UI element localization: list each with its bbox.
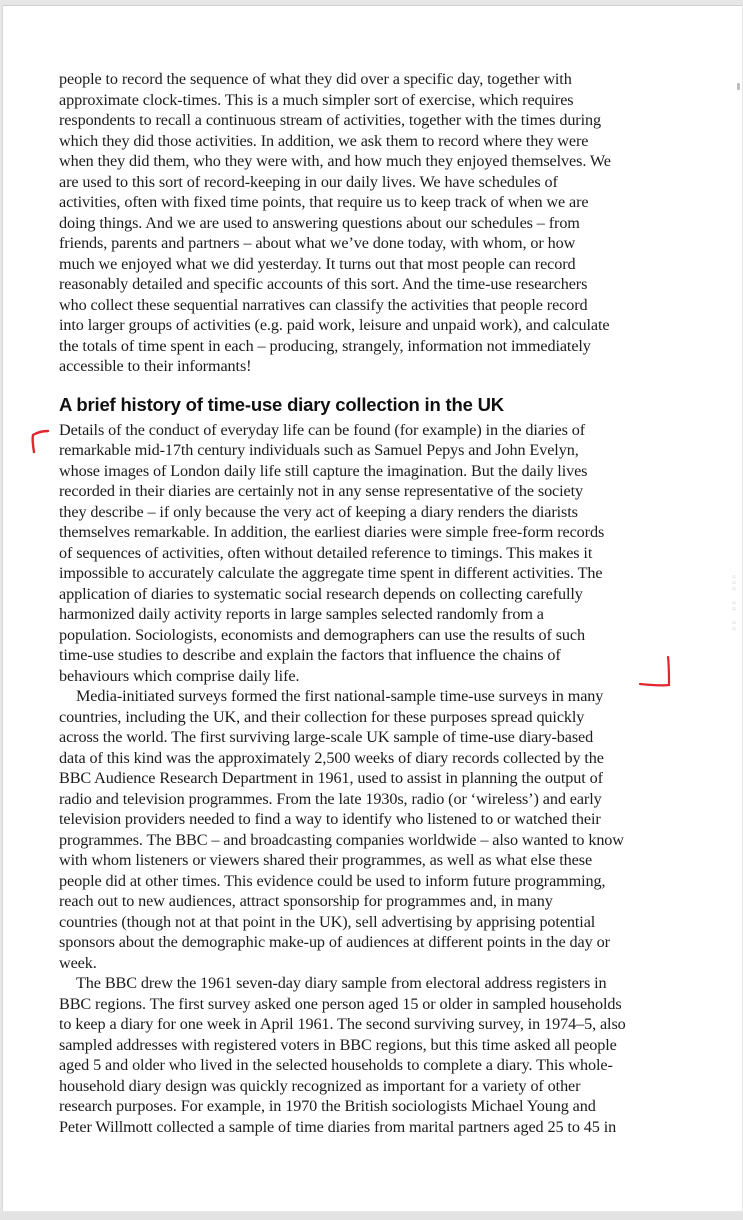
text-line: sponsors about the demographic make-up of audiences at different points in the day or [59,933,610,951]
text-line: much we enjoyed what we did yesterday. It turns out that most people can record [59,254,576,273]
text-line: into larger groups of activities (e.g. paid work, leisure and unpaid work), and calculate [59,316,610,334]
text-line: friends, parents and partners – about what we’ve done today, with whom, or how [59,234,576,252]
intro-paragraph [59,69,699,377]
text-line: activities, often with fixed time points, that require us to keep track of when we are [59,193,589,211]
text-line: they describe – if only because the very act of keeping a diary renders the diarists [59,502,578,521]
text-line: impossible to accurately calculate the aggregate time spent in different activities. The [59,564,603,582]
text-line: people did at other times. This evidence could be used to inform future programming, [59,871,606,890]
highlight-bracket-start-icon [29,428,53,458]
text-line: research purposes. For example, in 1970 the British sociologists Michael Young and [59,1097,596,1115]
text-line: sampled addresses with registered voters in BBC regions, but this time asked all people [59,1035,617,1054]
text-line: which they did those activities. In addition, we ask them to record where they were [59,131,589,150]
text-line: people to record the sequence of what they did over a specific day, together with [59,70,572,88]
text-line: accessible to their informants! [59,357,252,375]
text-line: doing things. And we are used to answering questions about our schedules – from [59,213,580,232]
text-line: radio and television programmes. From the late 1930s, radio (or ‘wireless’) and early [59,789,602,808]
text-line: week. [59,953,97,972]
text-line: whose images of London daily life still capture the imagination. But the daily lives [59,461,588,480]
text-line: harmonized daily activity reports in large samples selected randomly from a [59,605,544,623]
text-line: across the world. The first surviving large-scale UK sample of time-use diary-based [59,728,594,746]
text-line: the totals of time spent in each – producing, strangely, information not immediately [59,336,591,355]
text-line: BBC regions. The first survey asked one person aged 15 or older in sampled households [59,994,622,1013]
text-line: Details of the conduct of everyday life can be found (for example) in the diaries of [59,420,586,439]
side-ruler-marks: ▫ ▫ ▫ ▫ ▫ ▫ ▫ [732,574,736,632]
text-line: time-use studies to describe and explain the factors that influence the chains of [59,646,561,664]
text-line: aged 5 and older who lived in the selected households to complete a diary. This whole- [59,1056,613,1074]
text-line: respondents to recall a continuous stream of activities, together with the times during [59,111,601,129]
text-line: recorded in their diaries are certainly not in any sense representative of the society [59,482,584,500]
text-line: countries, including the UK, and their collection for these purposes spread quickly [59,707,585,726]
text-line: themselves remarkable. In addition, the earliest diaries were simple free-form records [59,523,605,541]
text-line: BBC Audience Research Department in 1961, used to assist in planning the output of [59,769,603,787]
text-line: when they did them, who they were with, and how much they enjoyed themselves. We [59,152,611,170]
bottom-bar [0,1212,743,1220]
text-line: to keep a diary for one week in April 1961. The second surviving survey, in 1974–5, also [59,1015,626,1033]
text-line: population. Sociologists, economists and demographers can use the results of such [59,625,585,644]
section-body [59,420,699,1138]
paragraph [59,973,699,1137]
paragraph [59,420,699,687]
page-content [59,69,699,1137]
text-line: data of this kind was the approximately 2,500 weeks of diary records collected by the [59,748,604,767]
text-line: programmes. The BBC – and broadcasting companies worldwide – also wanted to know [59,830,624,849]
section-heading: A brief history of time-use diary collection in the UK [59,393,504,415]
text-line: countries (though not at that point in the UK), sell advertising by apprising potential [59,912,596,931]
text-line: who collect these sequential narratives can classify the activities that people record [59,295,588,314]
text-line: are used to this sort of record-keeping in our daily lives. We have schedules of [59,172,558,191]
text-line: remarkable mid-17th century individuals such as Samuel Pepys and John Evelyn, [59,441,579,459]
scrollbar-thumb[interactable] [737,83,740,90]
text-line: reasonably detailed and specific accounts of this sort. And the time-use researchers [59,275,588,293]
document-page [2,5,742,1211]
text-line: Peter Willmott collected a sample of time diaries from marital partners aged 25 to 45 in [59,1117,617,1136]
text-line: application of diaries to systematic social research depends on collecting carefully [59,584,583,603]
text-line: approximate clock-times. This is a much simpler sort of exercise, which requires [59,90,574,109]
text-line: television providers needed to find a way to identify who listened to or watched their [59,810,601,828]
text-line: household diary design was quickly recognized as important for a variety of other [59,1076,581,1095]
text-line: of sequences of activities, often without detailed reference to timings. This makes it [59,543,593,562]
paragraph [59,686,699,973]
text-line: reach out to new audiences, attract sponsorship for programmes and, in many [59,892,553,910]
text-line: The BBC drew the 1961 seven-day diary sample from electoral address registers in [76,974,607,992]
text-line: with whom listeners or viewers shared their programmes, as well as what else these [59,851,593,869]
text-line: Media-initiated surveys formed the first national-sample time-use surveys in many [76,687,604,705]
text-line: behaviours which comprise daily life. [59,666,300,685]
